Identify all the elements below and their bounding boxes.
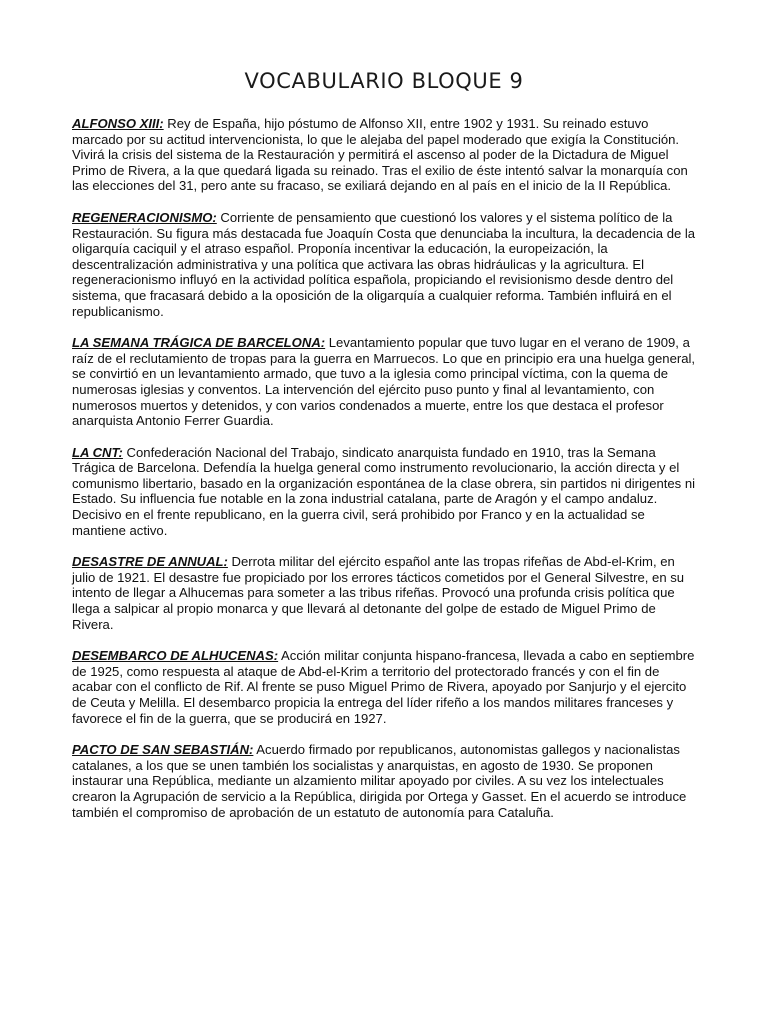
entry-definition: Confederación Nacional del Trabajo, sindicato anarquista fundado en 1910, tras la Semana Trágica de Barcelona. Defendía la huelga general como instrumento revolucionario, la acción directa y el comunismo libertario, basado en la organización espontánea de la clase obrera, sin partidos ni dirigentes ni Estado. Su influencia fue notable en la zona industrial catalana, parte de Aragón y el campo andaluz. Decisivo en el frente republicano, en la guerra civil, será prohibido por Franco y en la actualidad se mantiene activo. — [72, 444, 696, 538]
entry-pacto-san-sebastian — [72, 742, 700, 820]
entry-term: REGENERACIONISMO: — [72, 209, 217, 225]
entry-definition: Derrota militar del ejército español ante las tropas rifeñas de Abd-el-Krim, en julio de 1921. El desastre fue propiciado por los errores tácticos cometidos por el General Silvestre, en su intento de llegar a Alhucemas para someter a las tribus rifeñas. Provocó una profunda crisis política que llega a salpicar al propio monarca y que llevará al detonante del golpe de estado de Miguel Primo de Rivera. — [72, 554, 685, 632]
document-title: VOCABULARIO BLOQUE 9 — [244, 69, 524, 93]
entry-definition: Acción militar conjunta hispano-francesa, llevada a cabo en septiembre de 1925, como respuesta al ataque de Abd-el-Krim a territorio del protectorado francés y con el fin de acabar con el conflicto de Rif. Al frente se puso Miguel Primo de Rivera, apoyado por Sanjurjo y el ejercito de Ceuta y Melilla. El desembarco propicia la entrega del líder rifeño a los mandos militares franceses y favorece el fin de la guerra, que se producirá en 1927. — [72, 648, 695, 726]
entry-term: LA CNT: — [72, 444, 123, 460]
entry-cnt — [72, 445, 700, 539]
entry-definition: Corriente de pensamiento que cuestionó los valores y el sistema político de la Restauración. Su figura más destacada fue Joaquín Costa que denunciaba la incultura, la decadencia de la oligarquía caciquil y el atraso español. Proponía incentivar la educación, la europeización, la descentralización administrativa y una política que activara las obras hidráulicas y la agricultura. El regeneracionismo influyó en la actividad política española, propiciando el revisionismo desde dentro del sistema, que fracasará debido a la oposición de la oligarquía a cualquier reforma. También influirá en el republicanismo. — [72, 209, 696, 319]
entry-alfonso-xiii — [72, 116, 700, 194]
entry-term: ALFONSO XIII: — [72, 116, 164, 131]
entry-term: PACTO DE SAN SEBASTIÁN: — [72, 742, 254, 758]
entry-desembarco-alhucemas — [72, 648, 700, 726]
entry-term: DESASTRE DE ANNUAL: — [72, 554, 228, 570]
entry-definition: Acuerdo firmado por republicanos, autonomistas gallegos y nacionalistas catalanes, a los que se unen también los socialistas y anarquistas, en agosto de 1930. Se proponen instaurar una República, mediante un alzamiento militar apoyado por civiles. A su vez los intelectuales crearon la Agrupación de servicio a la República, dirigida por Ortega y Gasset. En el acuerdo se introduce también el compromiso de aprobación de un estatuto de autonomía para Cataluña. — [72, 742, 687, 820]
entry-definition: Rey de España, hijo póstumo de Alfonso XII, entre 1902 y 1931. Su reinado estuvo marcado por su actitud intervencionista, lo que le alejaba del papel moderado que exigía la Constitución. Vivirá la crisis del sistema de la Restauración y permitirá el ascenso al poder de la Dictadura de Miguel Primo de Rivera, a la que quedará ligada su reinado. Tras el exilio de éste intentó salvar la monarquía con las elecciones del 31, pero ante su fracaso, se exiliará dejando en al país en el inicio de la II República. — [72, 116, 688, 194]
entry-term: DESEMBARCO DE ALHUCENAS: — [72, 648, 279, 664]
entry-desastre-annual — [72, 554, 700, 632]
entry-definition: Levantamiento popular que tuvo lugar en el verano de 1909, a raíz de el reclutamiento de tropas para la guerra en Marruecos. Lo que en principio era una huelga general, se convirtió en un levantamiento armado, que tuvo a la iglesia como principal víctima, con la quema de numerosas iglesias y conventos. La intervención del ejército puso punto y final al levantamiento, con numerosos muertos y detenidos, y con varios condenados a muerte, entre los que destaca el profesor anarquista Antonio Ferrer Guardia. — [72, 335, 696, 429]
entry-term: LA SEMANA TRÁGICA DE BARCELONA: — [72, 335, 326, 351]
entry-semana-tragica — [72, 335, 700, 429]
entry-regeneracionismo — [72, 210, 700, 319]
